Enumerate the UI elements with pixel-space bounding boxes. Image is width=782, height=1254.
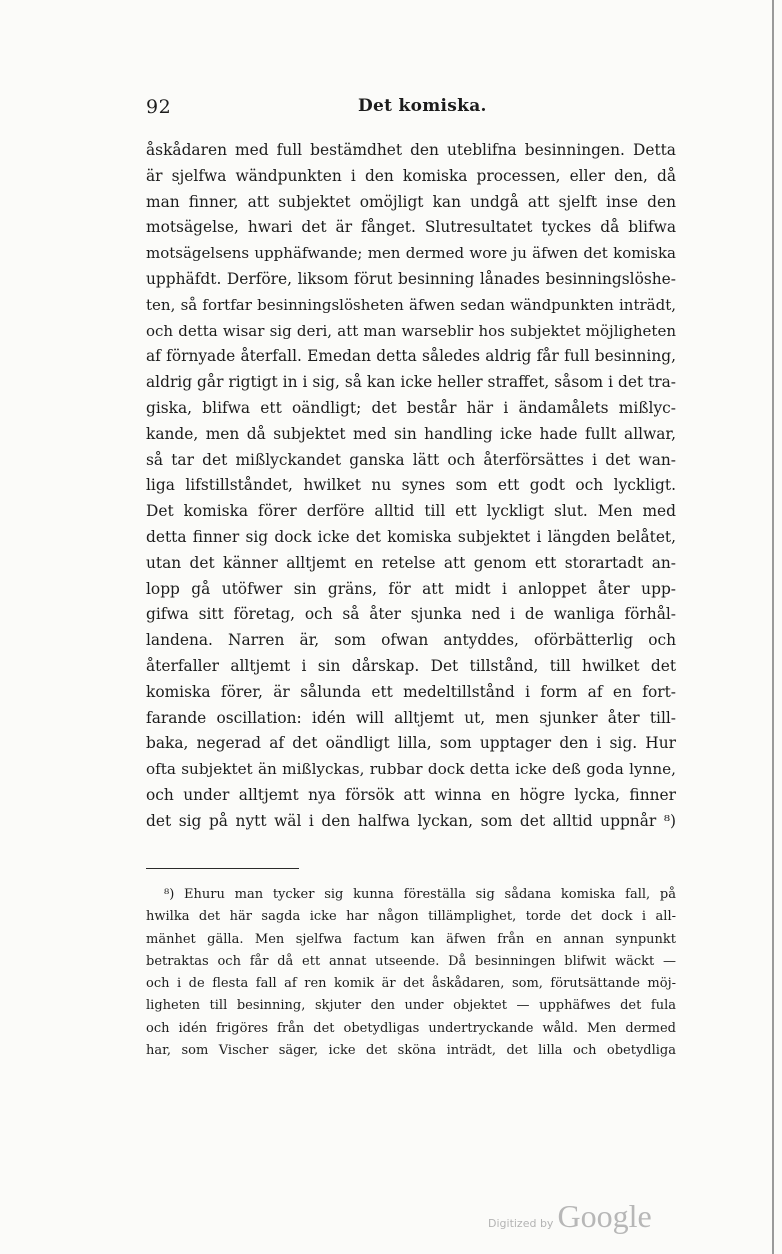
body-text: [146, 138, 676, 835]
text-line: och detta wisar sig deri, att man warseblir hos subjektet möjligheten: [146, 321, 676, 340]
text-line: komiska förer, är sålunda ett medeltillstånd i form af en fort-: [146, 682, 676, 701]
footnote-line: och i de flesta fall af ren komik är det åskådaren, som, förutsättande möj-: [146, 976, 676, 992]
text-line: detta finner sig dock icke det komiska subjektet i längden belåtet,: [146, 527, 676, 546]
footnote-separator: [146, 868, 299, 869]
google-logo: Google: [557, 1198, 652, 1234]
footnote-line: mänhet gälla. Men sjelfwa factum kan äfwen från en annan synpunkt: [146, 931, 676, 947]
text-line: motsägelsens upphäfwande; men dermed wore ju äfwen det komiska: [146, 244, 676, 263]
footnote-line: betraktas och får då ett annat utseende. Då besinningen blifwit wäckt —: [146, 953, 676, 969]
page-edge: [772, 0, 774, 1254]
footnote-line: ⁸) Ehuru man tycker sig kunna föreställa sig sådana komiska fall, på: [164, 887, 676, 902]
text-line: åskådaren med full bestämdhet den uteblifna besinningen. Detta: [146, 141, 676, 159]
text-line: upphäfdt. Derföre, liksom förut besinning lånades besinningslöshe-: [146, 269, 676, 288]
footnote-line: har, som Vischer säger, icke det sköna inträdt, det lilla och obetydliga: [146, 1043, 676, 1059]
digitized-watermark: [488, 1198, 652, 1238]
text-line: lopp gå utöfwer sin gräns, för att midt i anloppet åter upp-: [146, 579, 676, 598]
text-line: ofta subjektet än mißlyckas, rubbar dock detta icke deß goda lynne,: [146, 760, 676, 779]
text-line: farande oscillation: idén will alltjemt ut, men sjunker åter till-: [146, 708, 676, 727]
text-line: återfaller alltjemt i sin dårskap. Det tillstånd, till hwilket det: [146, 656, 676, 675]
page-header: [146, 96, 676, 120]
footnote-line: hwilka det här sagda icke har någon tillämplighet, torde det dock i all-: [146, 909, 676, 925]
text-line: det sig på nytt wäl i den halfwa lyckan, som det alltid uppnår ⁸): [146, 811, 676, 830]
text-line: aldrig går rigtigt in i sig, så kan icke heller straffet, såsom i det tra-: [146, 373, 676, 392]
text-line: af förnyade återfall. Emedan detta således aldrig får full besinning,: [146, 347, 676, 366]
text-line: giska, blifwa ett oändligt; det består här i ändamålets mißlyc-: [146, 398, 676, 417]
text-line: liga lifstillståndet, hwilket nu synes som ett godt och lyckligt.: [146, 476, 676, 495]
text-line: baka, negerad af det oändligt lilla, som upptager den i sig. Hur: [146, 734, 676, 753]
text-line: man finner, att subjektet omöjligt kan undgå att sjelft inse den: [146, 192, 676, 211]
footnote: [146, 884, 676, 1062]
footnote-line: och idén frigöres från det obetydligas undertryckande wåld. Men dermed: [146, 1020, 676, 1036]
text-line: utan det känner alltjemt en retelse att genom ett storartadt an-: [146, 553, 676, 572]
text-line: är sjelfwa wändpunkten i den komiska processen, eller den, då: [146, 166, 676, 185]
text-line: landena. Narren är, som ofwan antyddes, oförbätterlig och: [146, 631, 676, 650]
text-line: gifwa sitt företag, och så åter sjunka ned i de wanliga förhål-: [146, 605, 676, 624]
running-title: Det komiska.: [358, 96, 487, 116]
text-line: Det komiska förer derföre alltid till ett lyckligt slut. Men med: [146, 502, 676, 521]
text-line: ten, så fortfar besinningslösheten äfwen sedan wändpunkten inträdt,: [146, 295, 676, 314]
text-line: kande, men då subjektet med sin handling icke hade fullt allwar,: [146, 424, 676, 443]
text-line: så tar det mißlyckandet ganska lätt och återförsättes i det wan-: [146, 450, 676, 469]
footnote-line: ligheten till besinning, skjuter den under objektet — upphäfwes det fula: [146, 998, 676, 1014]
watermark-prefix: Digitized by: [488, 1217, 554, 1230]
page-number: 92: [146, 96, 172, 118]
text-line: motsägelse, hwari det är fånget. Slutresultatet tyckes då blifwa: [146, 218, 676, 237]
text-line: och under alltjemt nya försök att winna en högre lycka, finner: [146, 785, 676, 804]
